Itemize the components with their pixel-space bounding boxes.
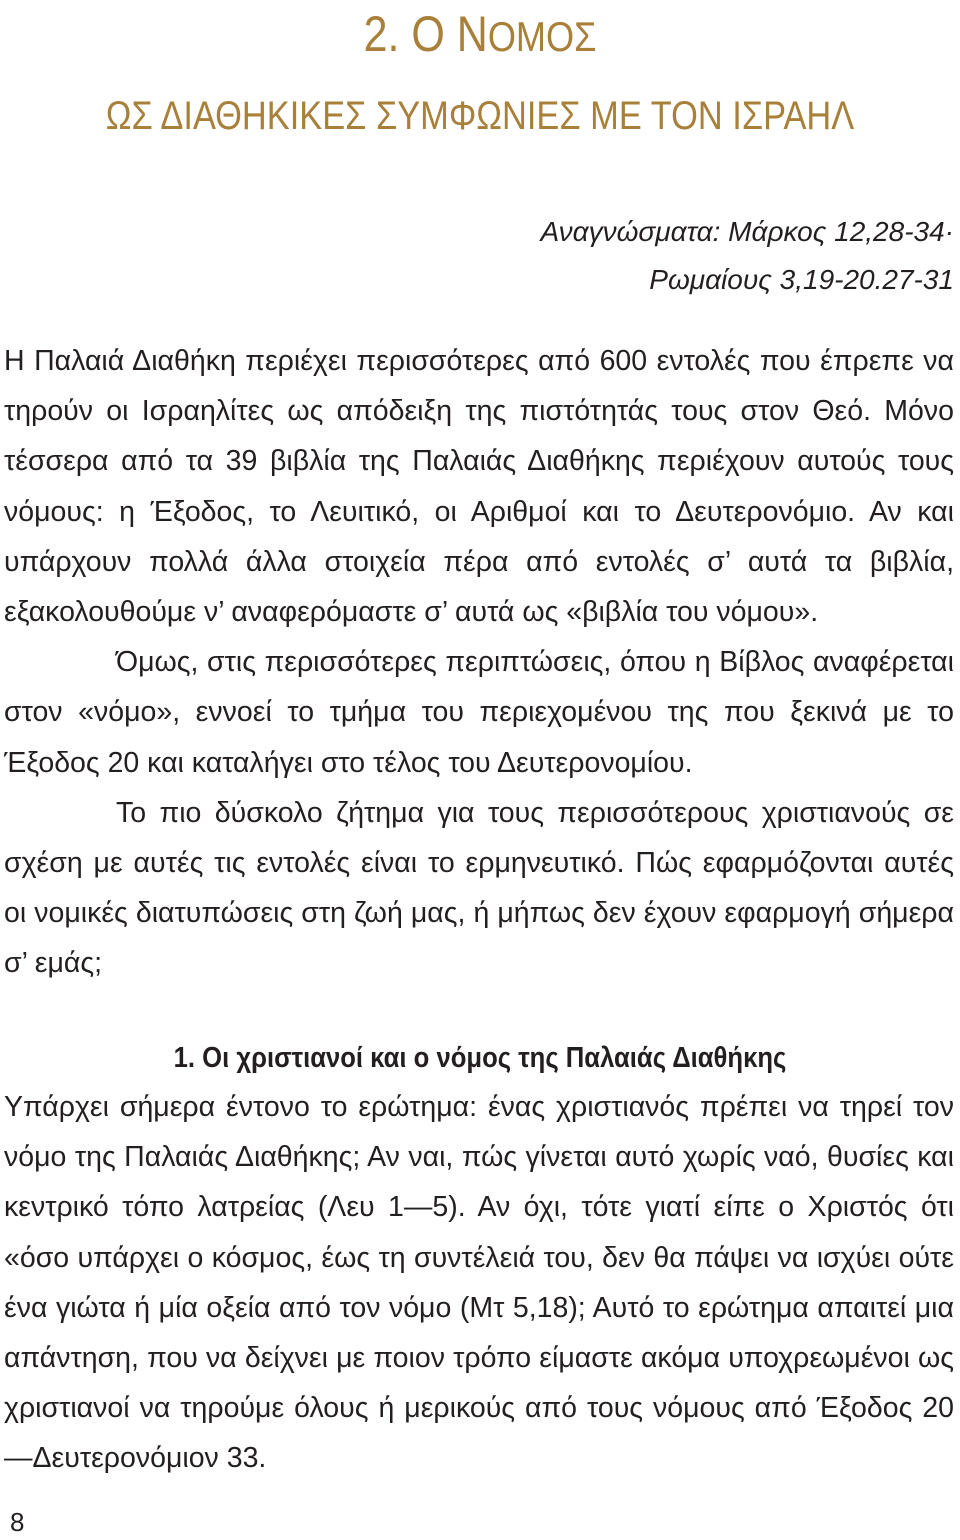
paragraph-2: Όμως, στις περισσότερες περιπτώσεις, όπου η Βίβλος αναφέρεται στον «νόμο», εννοεί το τμήμα του περιεχομένου της που ξεκινά με το Έξοδος 20 και καταλήγει στο τέλος του Δευτερονομίου. — [4, 646, 954, 779]
section-text — [4, 1082, 954, 1484]
section-heading: 1. Οι χριστιανοί και ο νόμος της Παλαιάς Διαθήκης — [173, 1042, 787, 1074]
chapter-title-rest: ΟΜΟΣ — [487, 13, 597, 60]
readings — [434, 208, 954, 304]
paragraph-3: Το πιο δύσκολο ζήτημα για τους περισσότερους χριστιανούς σε σχέση με αυτές τις εντολές είναι το ερμηνευτικό. Πώς εφαρμόζονται αυτές οι νομικές διατυπώσεις στη ζωή μας, ή μήπως δεν έχουν εφαρμογή σήμερα σ’ εμάς; — [4, 796, 954, 980]
section-paragraph: Υπάρχει σήμερα έντονο το ερώτημα: ένας χριστιανός πρέπει να τηρεί τον νόμο της Παλαιάς Διαθήκης; Αν ναι, πώς γίνεται αυτό χωρίς ναό, θυσίες και κεντρικό τόπο λατρείας (Λευ 1—5). Αν όχι, τότε γιατί είπε ο Χριστός ότι «όσο υπάρχει ο κόσμος, έως τη συντέλειά του, δεν θα πάψει να ισχύει ούτε ένα γιώτα ή μία οξεία από τον νόμο (Μτ 5,18); Αυτό το ερώτημα απαιτεί μια απάντηση, που να δείχνει με ποιον τρόπο είμαστε ακόμα υποχρεωμένοι ως χριστιανοί να τηρούμε όλους ή μερικούς από τους νόμους από Έξοδος 20—Δευτερονόμιον 33. — [4, 1091, 954, 1475]
chapter-subtitle: ΩΣ ΔΙΑΘΗΚΙΚΕΣ ΣΥΜΦΩΝΙΕΣ ΜΕ ΤΟΝ ΙΣΡΑΗΛ — [105, 94, 855, 138]
chapter-title — [67, 4, 893, 67]
intro-text — [4, 336, 954, 989]
page-number: 8 — [10, 1507, 25, 1537]
readings-line-2: Ρωμαίους 3,19-20.27-31 — [649, 264, 954, 295]
chapter-title-initial: Ν — [456, 6, 488, 62]
paragraph-1: Η Παλαιά Διαθήκη περιέχει περισσότερες από 600 εντολές που έπρεπε να τηρούν οι Ισραηλίτες ως απόδειξη της πιστότητάς τους στον Θεό. Μόνο τέσσερα από τα 39 βιβλία της Παλαιάς Διαθήκης περιέχουν αυτούς τους νόμους: η Έξοδος, το Λευιτικό, οι Αριθμοί και το Δευτερονόμιο. Αν και υπάρχουν πολλά άλλα στοιχεία πέρα από εντολές σ’ αυτά τα βιβλία, εξακολουθούμε ν’ αναφερόμαστε σ’ αυτά ως «βιβλία του νόμου». — [4, 345, 954, 629]
chapter-number: 2. Ο — [363, 6, 457, 62]
readings-line-1: Αναγνώσματα: Μάρκος 12,28-34· — [540, 216, 954, 247]
